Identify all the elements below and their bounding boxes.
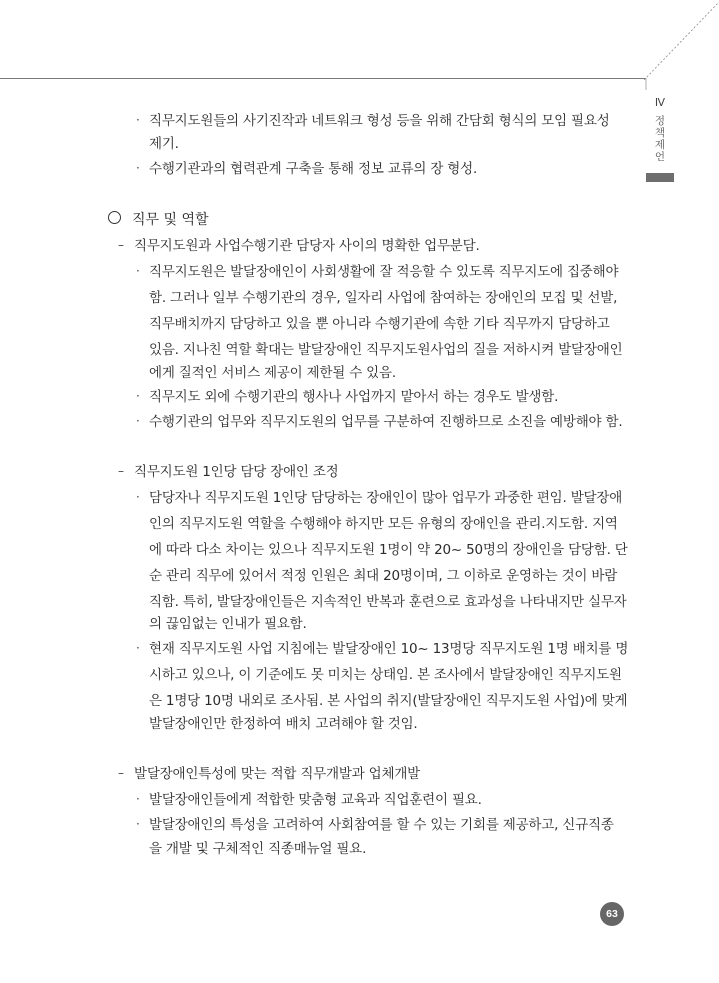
text-line: 을 개발 및 구체적인 직종매뉴얼 필요. [149,841,367,857]
text-line: 수행기관과의 협력관계 구축을 통해 정보 교류의 장 형성. [149,161,478,177]
text-line: 은 1명당 10명 내외로 조사됨. 본 사업의 취지(발달장애인 직무지도원 사업)에 맞게 [149,693,628,709]
subheading: 직무지도원 1인당 담당 장애인 조정 [134,464,339,480]
text-line: 의 끊임없는 인내가 필요함. [149,616,307,632]
text-line: 에 따라 다소 차이는 있으나 직무지도원 1명이 약 20~ 50명의 장애인을 담당함. 단 [149,542,628,558]
corner-decoration [630,0,719,90]
text-line: 직무지도원은 발달장애인이 사회생활에 잘 적응할 수 있도록 직무지도에 집중해야 [149,264,619,280]
text-line: 순 관리 직무에 있어서 적정 인원은 최대 20명이며, 그 이하로 운영하는 것이 바람 [149,568,618,584]
bullet-dot: · [136,389,140,403]
text-line: 수행기관의 업무와 직무지도원의 업무를 구분하여 진행하므로 소진을 예방해야 함. [149,414,623,430]
text-line: 직함. 특히, 발달장애인들은 지속적인 반복과 훈련으로 효과성을 나타내지만 실무자 [149,594,627,610]
page-number-badge: 63 [600,902,624,926]
chapter-number: Ⅳ [654,97,666,109]
text-line: 발달장애인만 한정하여 배치 고려해야 할 것임. [149,716,418,732]
text-line: 직무지도 외에 수행기관의 행사나 사업까지 맡아서 하는 경우도 발생함. [149,389,559,405]
header-rule [0,78,646,79]
circle-bullet-icon [108,211,121,224]
bullet-dot: · [136,490,140,504]
text-line: 에게 질적인 서비스 제공이 제한될 수 있음. [149,365,396,381]
chapter-label: 정책제언 [654,115,666,163]
text-line: 발달장애인들에게 적합한 맞춤형 교육과 직업훈련이 필요. [149,792,482,808]
text-line: 있음. 지나친 역할 확대는 발달장애인 직무지도원사업의 질을 저하시켜 발달장애인 [149,342,623,358]
bullet-dot: · [136,113,140,127]
text-line: 제기. [149,136,179,152]
bullet-dot: · [136,161,140,175]
bullet-dash: – [118,238,124,252]
bullet-dot: · [136,817,140,831]
text-line: 담당자나 직무지도원 1인당 담당하는 장애인이 많아 업무가 과중한 편임. 발달장애 [149,490,623,506]
chapter-side-tab [646,92,674,163]
bullet-dot: · [136,641,140,655]
section-heading: 직무 및 역할 [132,212,209,228]
chapter-tab-bar [646,173,674,182]
subheading: 직무지도원과 사업수행기관 담당자 사이의 명확한 업무분담. [134,238,480,254]
bullet-dash: – [118,464,124,478]
text-line: 인의 직무지도원 역할을 수행해야 하지만 모든 유형의 장애인을 관리.지도함. 지역 [149,516,618,532]
text-line: 시하고 있으나, 이 기준에도 못 미치는 상태임. 본 조사에서 발달장애인 직무지도원 [149,667,622,683]
text-line: 직무지도원들의 사기진작과 네트워크 형성 등을 위해 간담회 형식의 모임 필요성 [149,113,610,129]
subheading: 발달장애인특성에 맞는 적합 직무개발과 업체개발 [134,766,421,782]
bullet-dot: · [136,792,140,806]
text-line: 현재 직무지도원 사업 지침에는 발달장애인 10~ 13명당 직무지도원 1명 배치를 명 [149,641,629,657]
text-line: 발달장애인의 특성을 고려하여 사회참여를 할 수 있는 기회를 제공하고, 신규직종 [149,817,614,833]
text-line: 직무배치까지 담당하고 있을 뿐 아니라 수행기관에 속한 기타 직무까지 담당하고 [149,316,610,332]
text-line: 함. 그러나 일부 수행기관의 경우, 일자리 사업에 참여하는 장애인의 모집 및 선발, [149,290,618,306]
bullet-dot: · [136,414,140,428]
bullet-dot: · [136,264,140,278]
bullet-dash: – [118,766,124,780]
